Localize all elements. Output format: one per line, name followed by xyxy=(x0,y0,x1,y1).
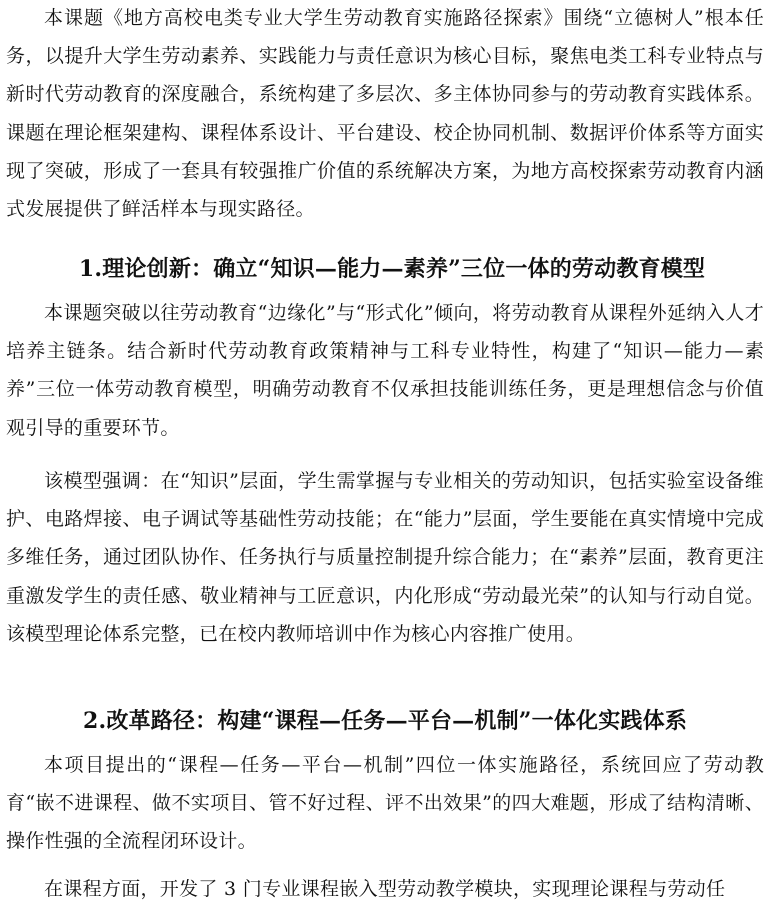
section1-paragraph1: 本课题突破以往劳动教育“边缘化”与“形式化”倾向，将劳动教育从课程外延纳入人才培养主链条。结合新时代劳动教育政策精神与工科专业特性，构建了“知识—能力—素养”三位一体劳动教育模型，明确劳动教育不仅承担技能训练任务，更是理想信念与价值观引导的重要环节。 xyxy=(6,302,764,439)
section1-paragraph2: 该模型强调：在“知识”层面，学生需掌握与专业相关的劳动知识，包括实验室设备维护、电路焊接、电子调试等基础性劳动技能；在“能力”层面，学生要能在真实情境中完成多维任务，通过团队协作、任务执行与质量控制提升综合能力；在“素养”层面，教育更注重激发学生的责任感、敬业精神与工匠意识，内化形成“劳动最光荣”的认知与行动自觉。该模型理论体系完整，已在校内教师培训中作为核心内容推广使用。 xyxy=(6,470,764,645)
section2-heading: 2.改革路径：构建“课程—任务—平台—机制”一体化实践体系 xyxy=(82,708,688,734)
section1-heading: 1.理论创新：确立“知识—能力—素养”三位一体的劳动教育模型 xyxy=(78,256,706,282)
intro-paragraph: 本课题《地方高校电类专业大学生劳动教育实施路径探索》围绕“立德树人”根本任务，以提升大学生劳动素养、实践能力与责任意识为核心目标，聚焦电类工科专业特点与新时代劳动教育的深度融合，系统构建了多层次、多主体协同参与的劳动教育实践体系。课题在理论框架建构、课程体系设计、平台建设、校企协同机制、数据评价体系等方面实现了突破，形成了一套具有较强推广价值的系统解决方案，为地方高校探索劳动教育内涵式发展提供了鲜活样本与现实路径。 xyxy=(6,7,764,221)
section2-paragraph2: 在课程方面，开发了 3 门专业课程嵌入型劳动教学模块，实现理论课程与劳动任 xyxy=(44,878,726,900)
section2-paragraph1: 本项目提出的“课程—任务—平台—机制”四位一体实施路径，系统回应了劳动教育“嵌不进课程、做不实项目、管不好过程、评不出效果”的四大难题，形成了结构清晰、操作性强的全流程闭环设计。 xyxy=(6,754,764,853)
